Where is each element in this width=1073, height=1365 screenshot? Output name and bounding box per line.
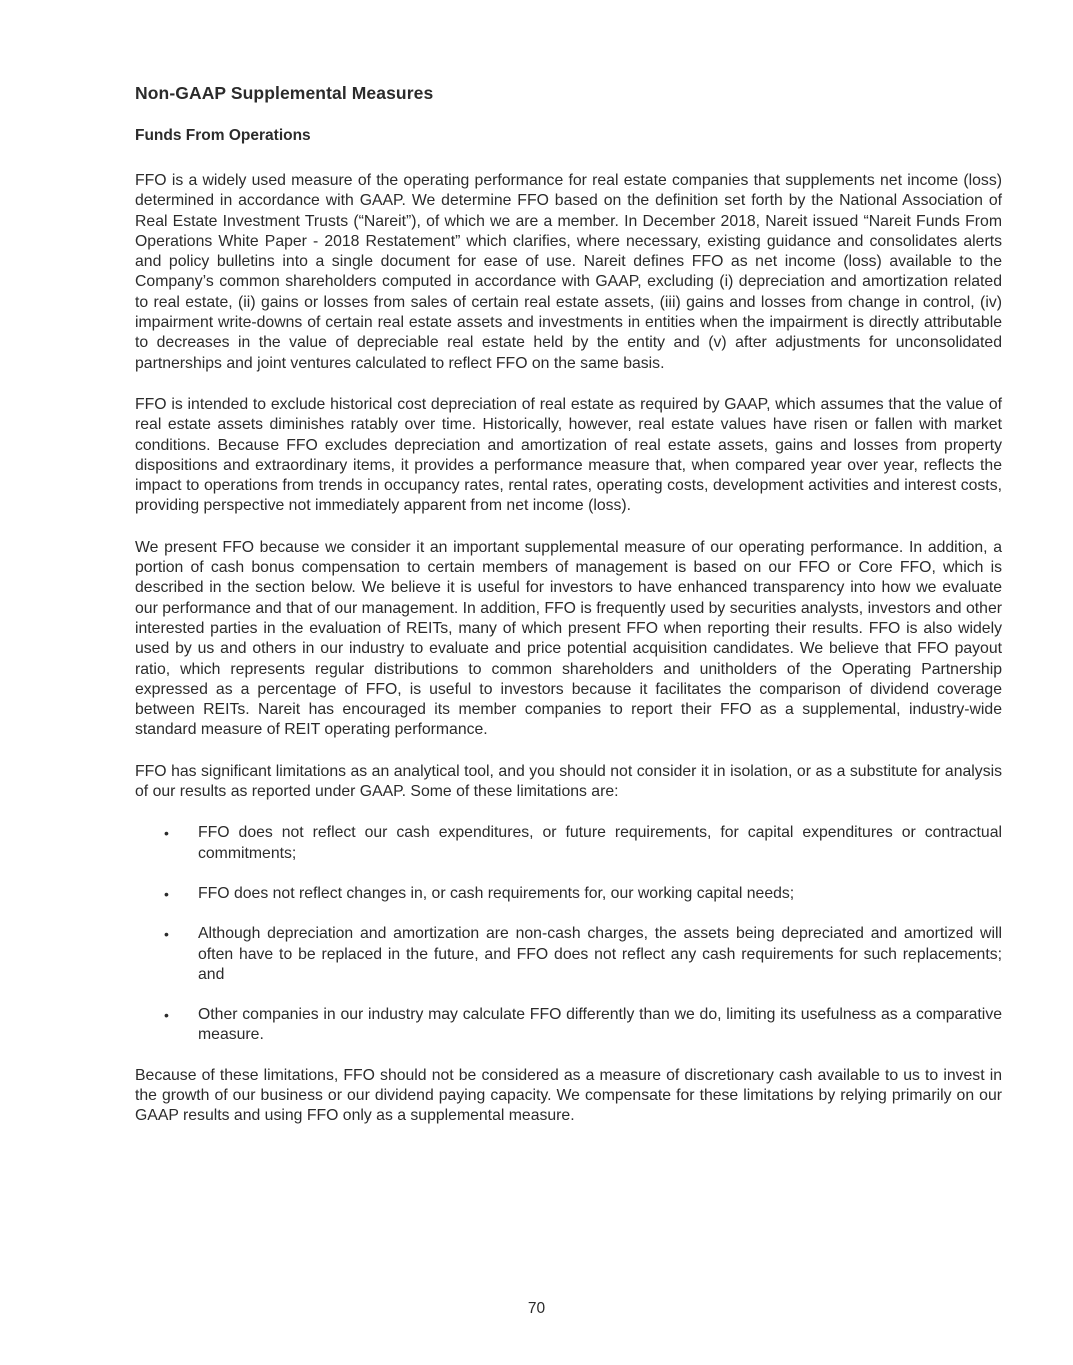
list-item — [135, 924, 1002, 985]
page-number: 70 — [527, 1300, 546, 1317]
paragraph-conclusion: Because of these limitations, FFO should not be considered as a measure of discretionary cash available to us to invest in the growth of our business or our dividend paying capacity. We compensate for these limitations by relying primarily on our GAAP results and using FFO only as a supplemental measure. — [135, 1066, 1002, 1125]
subsection-heading: Funds From Operations — [135, 127, 311, 144]
limitations-list — [135, 823, 1002, 1045]
page-footer — [0, 1300, 1073, 1318]
list-item — [135, 823, 1002, 864]
paragraph-ffo-purpose: FFO is intended to exclude historical cost depreciation of real estate as required by GAAP, which assumes that the value of real estate assets diminishes ratably over time. Historically, however, real estate values have risen or fallen with market conditions. Because FFO excludes depreciation and amortization of real estate assets, gains and losses from property dispositions and extraordinary items, it provides a performance measure that, when compared year over year, reflects the impact to operations from trends in occupancy rates, rental rates, operating costs, development activities and interest costs, providing perspective not immediately apparent from net income (loss). — [135, 395, 1002, 515]
paragraph-why-we-present-ffo: We present FFO because we consider it an important supplemental measure of our operating performance. In addition, a portion of cash bonus compensation to certain members of management is based on our FFO or Core FFO, which is described in the section below. We believe it is useful for investors to have enhanced transparency into how we evaluate our performance and that of our management. In addition, FFO is frequently used by securities analysts, investors and other interested parties in the evaluation of REITs, many of which present FFO when reporting their results. FFO is also widely used by us and others in our industry to evaluate and price potential acquisition candidates. We believe that FFO payout ratio, which represents regular distributions to common shareholders and unitholders of the Operating Partnership expressed as a percentage of FFO, is useful to investors because it facilitates the comparison of dividend coverage between REITs. Nareit has encouraged its member companies to report their FFO as a supplemental, industry-wide standard measure of REIT operating performance. — [135, 538, 1002, 739]
list-item — [135, 884, 1002, 904]
list-item — [135, 1005, 1002, 1046]
list-item-text: Although depreciation and amortization are non-cash charges, the assets being depreciated and amortized will often have to be replaced in the future, and FFO does not reflect any cash requirements for such replacements; and — [198, 925, 1002, 983]
paragraph-limitations-intro: FFO has significant limitations as an analytical tool, and you should not consider it in isolation, or as a substitute for analysis of our results as reported under GAAP. Some of these limitations are: — [135, 762, 1002, 801]
bullet-icon: • — [164, 1007, 169, 1024]
bullet-icon: • — [164, 926, 169, 943]
bullet-icon: • — [164, 825, 169, 842]
list-item-text: Other companies in our industry may calculate FFO differently than we do, limiting its usefulness as a comparative measure. — [198, 1006, 1002, 1044]
list-item-text: FFO does not reflect changes in, or cash requirements for, our working capital needs; — [198, 884, 795, 902]
list-item-text: FFO does not reflect our cash expenditures, or future requirements, for capital expenditures or contractual commitments; — [198, 824, 1002, 862]
bullet-icon: • — [164, 885, 169, 902]
paragraph-ffo-definition: FFO is a widely used measure of the operating performance for real estate companies that supplements net income (loss) determined in accordance with GAAP. We determine FFO based on the definition set forth by the National Association of Real Estate Investment Trusts (“Nareit”), of which we are a member. In December 2018, Nareit issued “Nareit Funds From Operations White Paper - 2018 Restatement” which clarifies, where necessary, existing guidance and consolidates alerts and policy bulletins into a single document for ease of use. Nareit defines FFO as net income (loss) available to the Company’s common shareholders computed in accordance with GAAP, excluding (i) depreciation and amortization related to real estate, (ii) gains or losses from sales of certain real estate assets, (iii) gains and losses from change in control, (iv) impairment write-downs of certain real estate assets and investments in entities when the impairment is directly attributable to decreases in the value of depreciable real estate held by the entity and (v) after adjustments for unconsolidated partnerships and joint ventures calculated to reflect FFO on the same basis. — [135, 172, 1002, 372]
section-heading: Non-GAAP Supplemental Measures — [135, 83, 434, 103]
